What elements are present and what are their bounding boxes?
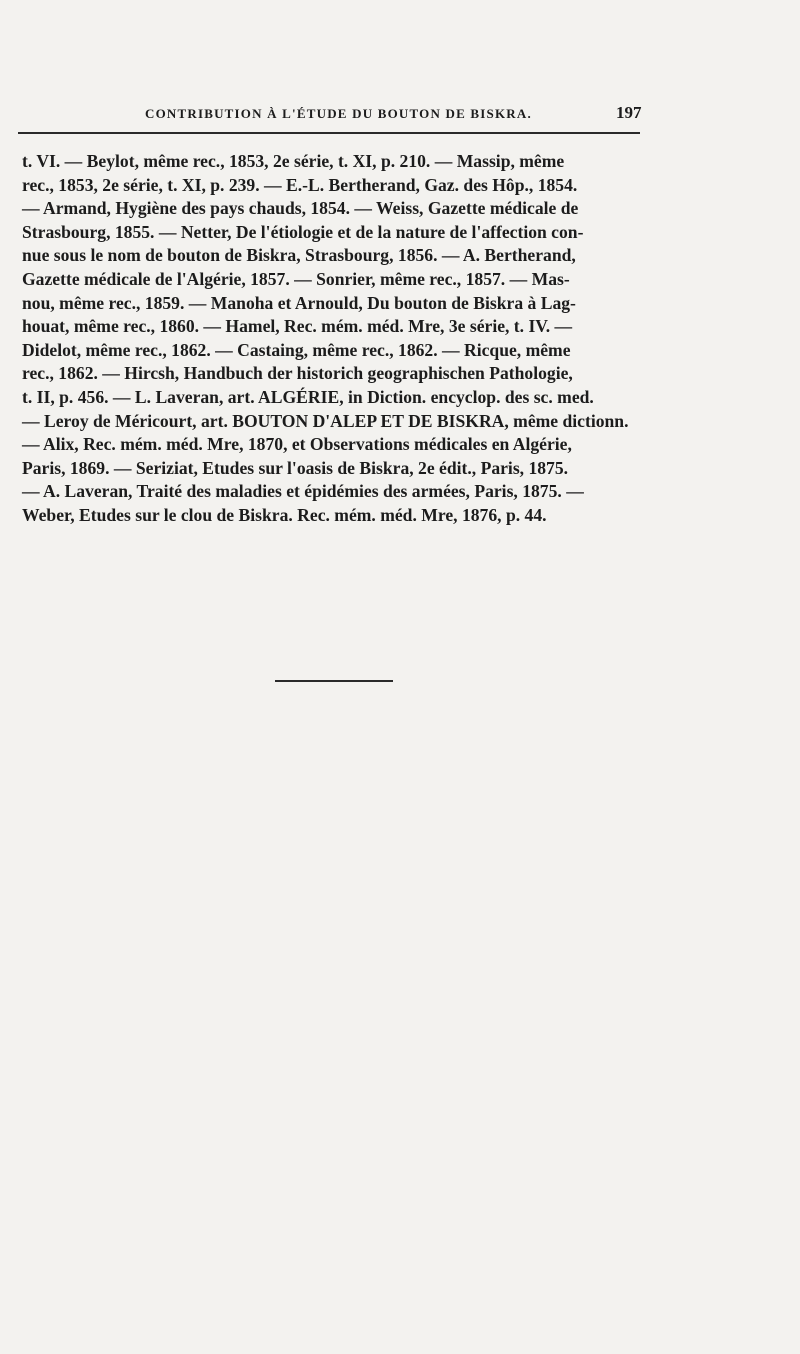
bibliography-line: Gazette médicale de l'Algérie, 1857. — Sonrier, même rec., 1857. — Mas-: [22, 268, 570, 289]
section-divider: [275, 680, 393, 682]
header-rule: [18, 132, 640, 134]
bibliography-line: rec., 1853, 2e série, t. XI, p. 239. — E.-L. Bertherand, Gaz. des Hôp., 1854.: [22, 174, 578, 195]
bibliography-line: t. VI. — Beylot, même rec., 1853, 2e série, t. XI, p. 210. — Massip, même: [22, 151, 565, 171]
bibliography-line: Paris, 1869. — Seriziat, Etudes sur l'oasis de Biskra, 2e édit., Paris, 1875.: [22, 457, 569, 478]
bibliography-line: Weber, Etudes sur le clou de Biskra. Rec. mém. méd. Mre, 1876, p. 44.: [22, 504, 547, 525]
bibliography-line: rec., 1862. — Hircsh, Handbuch der historich geographischen Pathologie,: [22, 363, 573, 384]
bibliography-line: nou, même rec., 1859. — Manoha et Arnould, Du bouton de Biskra à Lag-: [22, 292, 576, 313]
bibliography-line: — Alix, Rec. mém. méd. Mre, 1870, et Observations médicales en Algérie,: [22, 434, 572, 455]
bibliography-line: Didelot, même rec., 1862. — Castaing, même rec., 1862. — Ricque, même: [22, 339, 571, 360]
page-number: 197: [616, 103, 642, 122]
running-title: CONTRIBUTION À L'ÉTUDE DU BOUTON DE BISKRA.: [145, 106, 532, 121]
bibliography-block: [22, 150, 640, 528]
bibliography-line: nue sous le nom de bouton de Biskra, Strasbourg, 1856. — A. Bertherand,: [22, 245, 576, 266]
bibliography-line: t. II, p. 456. — L. Laveran, art. ALGÉRIE, in Diction. encyclop. des sc. med.: [22, 386, 594, 407]
bibliography-line: — A. Laveran, Traité des maladies et épidémies des armées, Paris, 1875. —: [22, 481, 584, 502]
bibliography-line: — Leroy de Méricourt, art. BOUTON D'ALEP ET DE BISKRA, même dictionn.: [22, 410, 629, 431]
bibliography-line: houat, même rec., 1860. — Hamel, Rec. mém. méd. Mre, 3e série, t. IV. —: [22, 316, 573, 337]
bibliography-line: — Armand, Hygiène des pays chauds, 1854. — Weiss, Gazette médicale de: [22, 198, 579, 219]
bibliography-line: Strasbourg, 1855. — Netter, De l'étiologie et de la nature de l'affection con-: [22, 221, 584, 242]
